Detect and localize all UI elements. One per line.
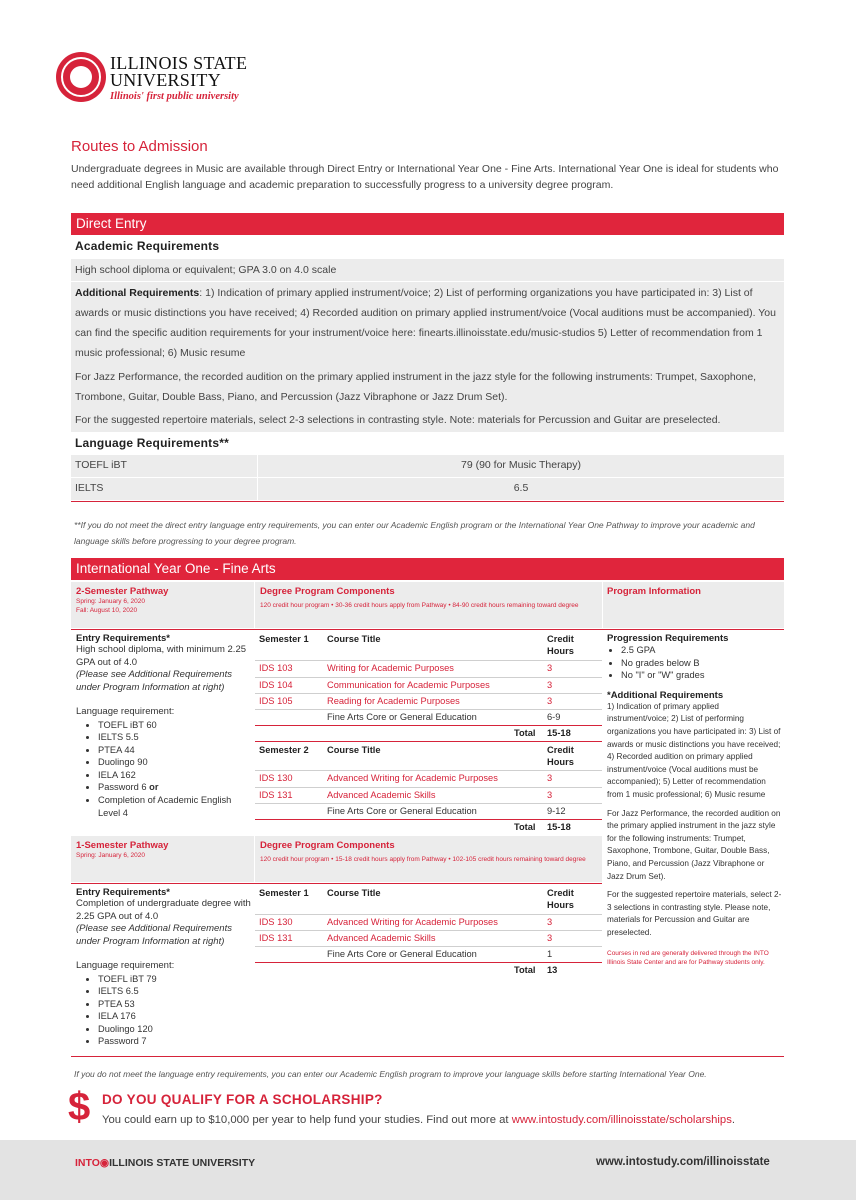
two-semester-entry-requirements: Entry Requirements* High school diploma, with minimum 2.25 GPA out of 4.0 (Please see Additional Requirements under Program Information at right) Language requirement: • TOEFL iBT 60 • IELTS 5.5 • PTEA 44 • Duolingo 90 • IELA 162 • Password 6 or • Completion of Academic English Level 4 <box>76 633 250 819</box>
course-code: IDS 131 <box>259 790 293 800</box>
language-row-ielts: IELTS 6.5 <box>71 478 784 500</box>
course-title: Communication for Academic Purposes <box>327 680 490 690</box>
course-credits: 3 <box>547 663 553 673</box>
sem2-total: 15-18 <box>547 822 571 832</box>
course-title: Advanced Academic Skills <box>327 790 436 800</box>
course-credits: 9-12 <box>547 806 566 816</box>
divider <box>255 709 602 710</box>
divider <box>71 629 784 630</box>
course-code: IDS 104 <box>259 680 293 690</box>
divider <box>255 787 602 788</box>
sem2-total-label: Total <box>514 822 536 832</box>
footer-url[interactable]: www.intostudy.com/illinoisstate <box>596 1156 770 1168</box>
credit-hours-header: Credit Hours <box>547 888 574 910</box>
footer-brand: INTO◉ILLINOIS STATE UNIVERSITY <box>75 1157 256 1169</box>
academic-requirements-row: High school diploma or equivalent; GPA 3.0 on 4.0 scale <box>71 259 784 281</box>
total: 13 <box>547 965 558 975</box>
divider <box>255 946 602 947</box>
divider <box>255 677 602 678</box>
divider <box>71 883 602 884</box>
sem1-total: 15-18 <box>547 728 571 738</box>
university-name: ILLINOIS STATE UNIVERSITY <box>110 53 248 90</box>
course-title: Reading for Academic Purposes <box>327 696 460 706</box>
scholarship-text: You could earn up to $10,000 per year to help fund your studies. Find out more at www.intostudy.com/illinoisstate/scholarships. <box>102 1114 735 1126</box>
scholarship-link[interactable]: www.intostudy.com/illinoisstate/scholarships <box>511 1114 732 1126</box>
course-credits: 3 <box>547 696 553 706</box>
direct-entry-band: Direct Entry <box>71 213 784 235</box>
course-credits: 3 <box>547 917 553 927</box>
scholarship-title: DO YOU QUALIFY FOR A SCHOLARSHIP? <box>102 1092 383 1107</box>
course-credits: 6-9 <box>547 712 561 722</box>
total-label: Total <box>514 965 536 975</box>
two-semester-header: 2-Semester Pathway Spring: January 6, 2020 Fall: August 10, 2020 <box>71 582 254 628</box>
one-semester-entry-requirements: Entry Requirements* Completion of undergraduate degree with 2.25 GPA out of 4.0 (Please see Additional Requirements under Program Information at right) Language requirement: • TOEFL iBT 79 • IELTS 6.5 • PTEA 53 • IELA 176 • Duolingo 120 • Password 7 <box>76 887 252 1048</box>
sem2-header: Semester 2 <box>259 745 309 755</box>
sem1-header: Semester 1 <box>259 888 309 898</box>
language-requirements-title: Language Requirements** <box>75 436 229 450</box>
course-credits: 1 <box>547 949 553 959</box>
two-semester-dpc-header: Degree Program Components 120 credit hour program • 30-36 credit hours apply from Pathway • 84-90 credit hours remaining toward degree <box>255 582 602 628</box>
divider <box>255 803 602 804</box>
course-title: Writing for Academic Purposes <box>327 663 454 673</box>
footer <box>0 1140 856 1200</box>
divider <box>255 693 602 694</box>
divider <box>255 914 602 915</box>
one-semester-dpc-header: Degree Program Components 120 credit hour program • 15-18 credit hours apply from Pathway • 102-105 credit hours remaining toward degree <box>255 836 602 882</box>
course-title: Advanced Writing for Academic Purposes <box>327 773 498 783</box>
course-credits: 3 <box>547 680 553 690</box>
course-code: IDS 105 <box>259 696 293 706</box>
divider <box>255 819 602 820</box>
divider <box>255 660 602 661</box>
dollar-icon: $ <box>68 1085 91 1129</box>
academic-requirements-title: Academic Requirements <box>75 239 220 253</box>
course-title: Fine Arts Core or General Education <box>327 712 477 722</box>
sem1-header: Semester 1 <box>259 634 309 644</box>
course-code: IDS 103 <box>259 663 293 673</box>
course-title-header: Course Title <box>327 888 381 898</box>
course-title: Advanced Academic Skills <box>327 933 436 943</box>
divider <box>255 930 602 931</box>
divider <box>255 725 602 726</box>
credit-hours-header: Credit Hours <box>547 745 574 767</box>
one-semester-header: 1-Semester Pathway Spring: January 6, 2020 <box>71 836 254 882</box>
course-title: Fine Arts Core or General Education <box>327 949 477 959</box>
course-code: IDS 131 <box>259 933 293 943</box>
course-title-header: Course Title <box>327 634 381 644</box>
divider <box>255 741 602 742</box>
direct-entry-footnote: **If you do not meet the direct entry language entry requirements, you can enter our Academic English program or the International Year One Pathway to improve your academic and language skills before progressing to your degree program. <box>74 520 755 546</box>
routes-title: Routes to Admission <box>71 138 208 155</box>
course-code: IDS 130 <box>259 917 293 927</box>
course-credits: 3 <box>547 790 553 800</box>
course-title: Advanced Writing for Academic Purposes <box>327 917 498 927</box>
iyo-footnote: If you do not meet the language entry requirements, you can enter our Academic English program to improve your language skills before starting International Year One. <box>74 1069 707 1079</box>
course-title: Fine Arts Core or General Education <box>327 806 477 816</box>
divider <box>71 1056 784 1057</box>
iyo-band: International Year One - Fine Arts <box>71 558 784 580</box>
course-credits: 3 <box>547 773 553 783</box>
divider <box>71 501 784 502</box>
course-code: IDS 130 <box>259 773 293 783</box>
sem1-total-label: Total <box>514 728 536 738</box>
divider <box>255 962 602 963</box>
program-information-header: Program Information <box>603 582 784 628</box>
additional-requirements-block: Additional Requirements: 1) Indication of primary applied instrument/voice; 2) List of performing organizations you have participated in: 3) List of awards or music distinctions you have received; 4) Recorded audition on primary applied instrument/voice (Vocal auditions must be accompanied). You can find the specific audition requirements for your instrument/voice here: finearts.illinoisstate.edu/music-studios 5) Letter of recommendation from 1 music professional; 6) Music resume For Jazz Performance, the recorded audition on the primary applied instrument in the jazz style for the following instruments: Trumpet, Saxophone, Trombone, Guitar, Double Bass, Piano, and Percussion (Jazz Vibraphone or Jazz Drum Set). For the suggested repertoire materials, select 2-3 selections in contrasting style. Note: materials for Percussion and Guitar are preselected. <box>71 282 784 432</box>
course-credits: 3 <box>547 933 553 943</box>
divider <box>255 770 602 771</box>
university-tagline: Illinois' first public university <box>110 91 239 102</box>
university-seal-logo <box>56 52 106 102</box>
credit-hours-header: Credit Hours <box>547 634 574 656</box>
course-title-header: Course Title <box>327 745 381 755</box>
program-information: Progression Requirements • 2.5 GPA • No grades below B • No "I" or "W" grades *Additional Requirements 1) Indication of primary applied instrument/voice; 2) List of performing organizations you have participated in: 3) List of awards or music distinctions you have received; 4) Recorded audition on primary applied instrument/voice (Vocal auditions must be accompanied); 5) Letter of recommendation from 1 music professional; 6) Music resume For Jazz Performance, the recorded audition on the primary applied instrument in the jazz style for the following instruments: Trumpet, Saxophone, Trombone, Guitar, Double Bass, Piano, and Percussion (Jazz Vibraphone or Jazz Drum Set). For the suggested repertoire materials, select 2-3 selections in contrasting style. Please note, materials for Percussion and Guitar are preselected. Courses in red are generally delivered through the INTO Illinois State Center and are for Pathway students only. <box>607 633 783 967</box>
language-row-toefl: TOEFL iBT 79 (90 for Music Therapy) <box>71 455 784 477</box>
routes-intro: Undergraduate degrees in Music are available through Direct Entry or International Year One - Fine Arts. International Year One is ideal for students who need additional English language and academic preparation to successfully progress to a university degree program. <box>71 163 779 191</box>
